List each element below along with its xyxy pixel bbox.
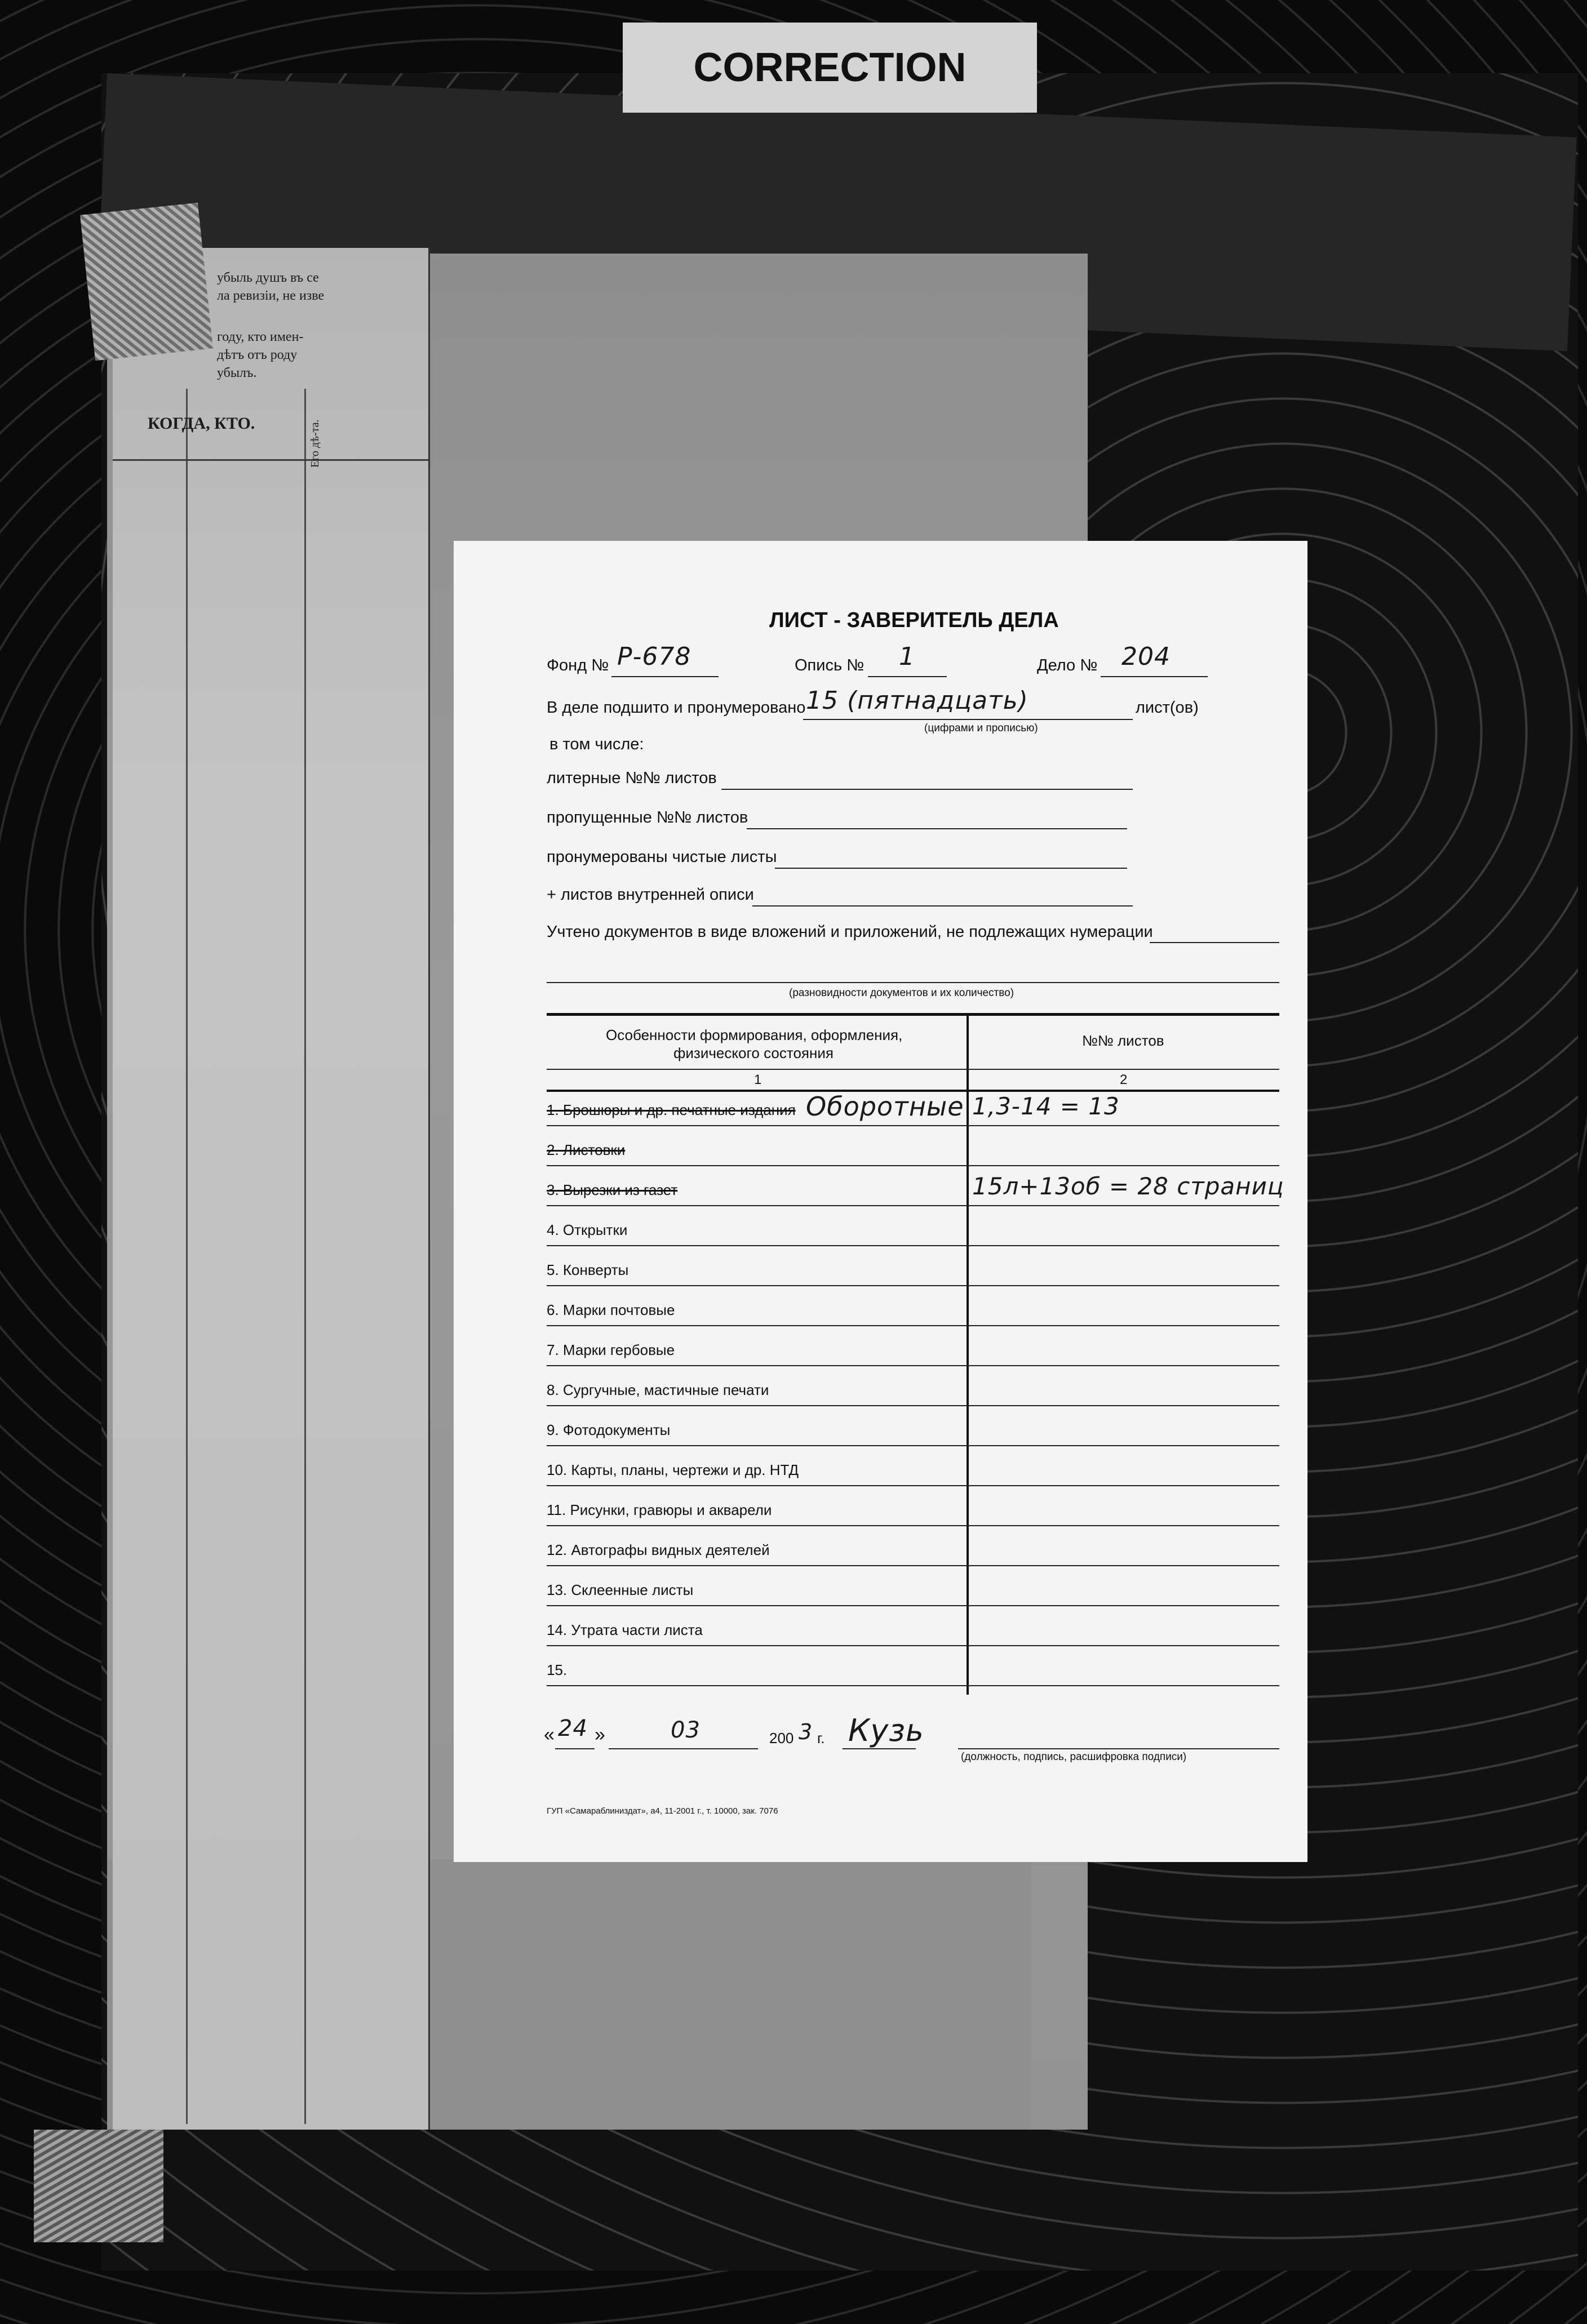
date-day: 24 (558, 1716, 588, 1741)
table-row-label: 14. Утрата части листа (547, 1621, 703, 1638)
opis-label: Опись № (795, 656, 865, 674)
table-top-rule (547, 1013, 1279, 1016)
ledger-fragment-line: дѣтъ отъ роду (217, 348, 298, 362)
ledger-header-col: Его дѣ-та. (309, 419, 321, 468)
table-column-divider (967, 1013, 969, 1695)
blank-sheets-underline (775, 868, 1127, 869)
ledger-fragment-line: ла ревизіи, не изве (217, 288, 325, 303)
ledger-column-rule (186, 389, 188, 2124)
letter-sheets-label: литерные №№ листов (547, 769, 717, 787)
table-row-label: 6. Марки почтовые (547, 1301, 675, 1318)
form-title: ЛИСТ - ЗАВЕРИТЕЛЬ ДЕЛА (769, 608, 1059, 632)
table-row-label: 15. (547, 1661, 568, 1678)
fond-value: Р-678 (617, 642, 691, 671)
accounted-docs-underline (1150, 942, 1279, 943)
table-row-rule (547, 1445, 1279, 1446)
table-row-label: 10. Карты, планы, чертежи и др. НТД (547, 1461, 799, 1478)
table-row-rule (547, 1165, 1279, 1166)
sewn-suffix: лист(ов) (1136, 699, 1199, 717)
certification-sheet (454, 541, 1307, 1862)
signature: Кузь (848, 1713, 924, 1748)
table-row-rule (547, 1125, 1279, 1126)
blank-sheets-label: пронумерованы чистые листы (547, 848, 777, 866)
accounted-hint: (разновидности документов и их количество) (789, 987, 1014, 999)
skipped-sheets-underline (747, 828, 1127, 829)
date-year-suffix: 3 (799, 1719, 813, 1744)
including-label: в том числе: (549, 735, 644, 753)
ledger-page-fragment (113, 248, 430, 2130)
table-row-label: 3. Вырезки из газет (547, 1181, 678, 1198)
date-month-underline (609, 1748, 758, 1749)
table-row-rule (547, 1245, 1279, 1246)
table-row-value: 15л+13об = 28 страниц (972, 1172, 1284, 1200)
table-row-label: 12. Автографы видных деятелей (547, 1541, 770, 1558)
table-row-rule (547, 1565, 1279, 1566)
table-col1-header: Особенности формирования, оформления, (606, 1027, 903, 1043)
delo-value: 204 (1121, 642, 1171, 671)
table-row-value: 1,3-14 = 13 (972, 1092, 1120, 1120)
sewn-underline (803, 719, 1133, 720)
ledger-column-rule (304, 389, 306, 2124)
table-col1-number: 1 (754, 1072, 762, 1087)
table-row-rule (547, 1525, 1279, 1526)
table-row-label: 1. Брошюры и др. печатные издания (547, 1101, 796, 1118)
printer-imprint: ГУП «Самараблиниздат», а4, 11-2001 г., т. 10000, зак. 7076 (547, 1806, 778, 1816)
table-row-label: 5. Конверты (547, 1261, 629, 1278)
table-row-rule (547, 1645, 1279, 1646)
accounted-docs-underline-2 (547, 982, 1279, 983)
table-row-label: 4. Открытки (547, 1221, 628, 1238)
table-col2-header: №№ листов (1082, 1032, 1164, 1049)
date-open-quote: « (544, 1724, 555, 1745)
fond-underline (611, 676, 719, 677)
correction-stamp: CORRECTION (623, 23, 1037, 113)
inner-inventory-label: + листов внутренней описи (547, 886, 754, 904)
sewn-value: 15 (пятнадцать) (806, 686, 1029, 715)
signature-hint-underline (958, 1748, 1279, 1749)
date-close-quote: » (595, 1724, 605, 1745)
table-col2-number: 2 (1120, 1072, 1128, 1087)
table-row-label: 8. Сургучные, мастичные печати (547, 1381, 769, 1398)
torn-cloth-binding (34, 2130, 163, 2242)
letter-sheets-underline (721, 789, 1133, 790)
table-row-rule (547, 1485, 1279, 1486)
sewn-label: В деле подшито и пронумеровано (547, 699, 806, 717)
table-col1-header-2: физического состояния (673, 1045, 834, 1061)
ledger-fragment-line: убылъ. (217, 366, 257, 380)
date-day-underline (555, 1748, 595, 1749)
table-row-rule (547, 1365, 1279, 1366)
skipped-sheets-label: пропущенные №№ листов (547, 808, 748, 826)
inner-inventory-underline (752, 905, 1133, 907)
fond-label: Фонд № (547, 656, 609, 674)
ledger-header-rule (113, 459, 428, 461)
ledger-fragment-line: году, кто имен- (217, 330, 304, 344)
opis-underline (868, 676, 947, 677)
date-year-prefix: 200 (769, 1730, 794, 1747)
table-row-label: 7. Марки гербовые (547, 1341, 675, 1358)
torn-cloth-binding (80, 203, 213, 361)
table-row-rule (547, 1325, 1279, 1326)
table-row-label: 9. Фотодокументы (547, 1421, 671, 1438)
table-header-rule (547, 1069, 1279, 1070)
ledger-fragment-line: убыль душъ въ се (217, 270, 319, 285)
signature-hint: (должность, подпись, расшифровка подписи) (961, 1751, 1187, 1763)
table-row-note: Оборотные (806, 1091, 964, 1122)
table-row-label: 13. Склеенные листы (547, 1581, 694, 1598)
date-month: 03 (671, 1717, 701, 1743)
table-row-rule (547, 1685, 1279, 1686)
table-row-rule (547, 1405, 1279, 1406)
opis-value: 1 (899, 642, 915, 671)
table-row-label: 2. Листовки (547, 1141, 626, 1158)
ledger-header-when: КОГДА, КТО. (148, 414, 255, 433)
sewn-hint: (цифрами и прописью) (924, 722, 1038, 734)
table-row-rule (547, 1285, 1279, 1286)
delo-label: Дело № (1037, 656, 1098, 674)
delo-underline (1101, 676, 1208, 677)
accounted-docs-label: Учтено документов в виде вложений и приложений, не подлежащих нумерации (547, 923, 1153, 941)
table-row-rule (547, 1205, 1279, 1206)
table-row-rule (547, 1605, 1279, 1606)
date-year-g: г. (817, 1730, 825, 1747)
signature-underline (843, 1748, 916, 1749)
table-row-label: 11. Рисунки, гравюры и акварели (547, 1501, 772, 1518)
